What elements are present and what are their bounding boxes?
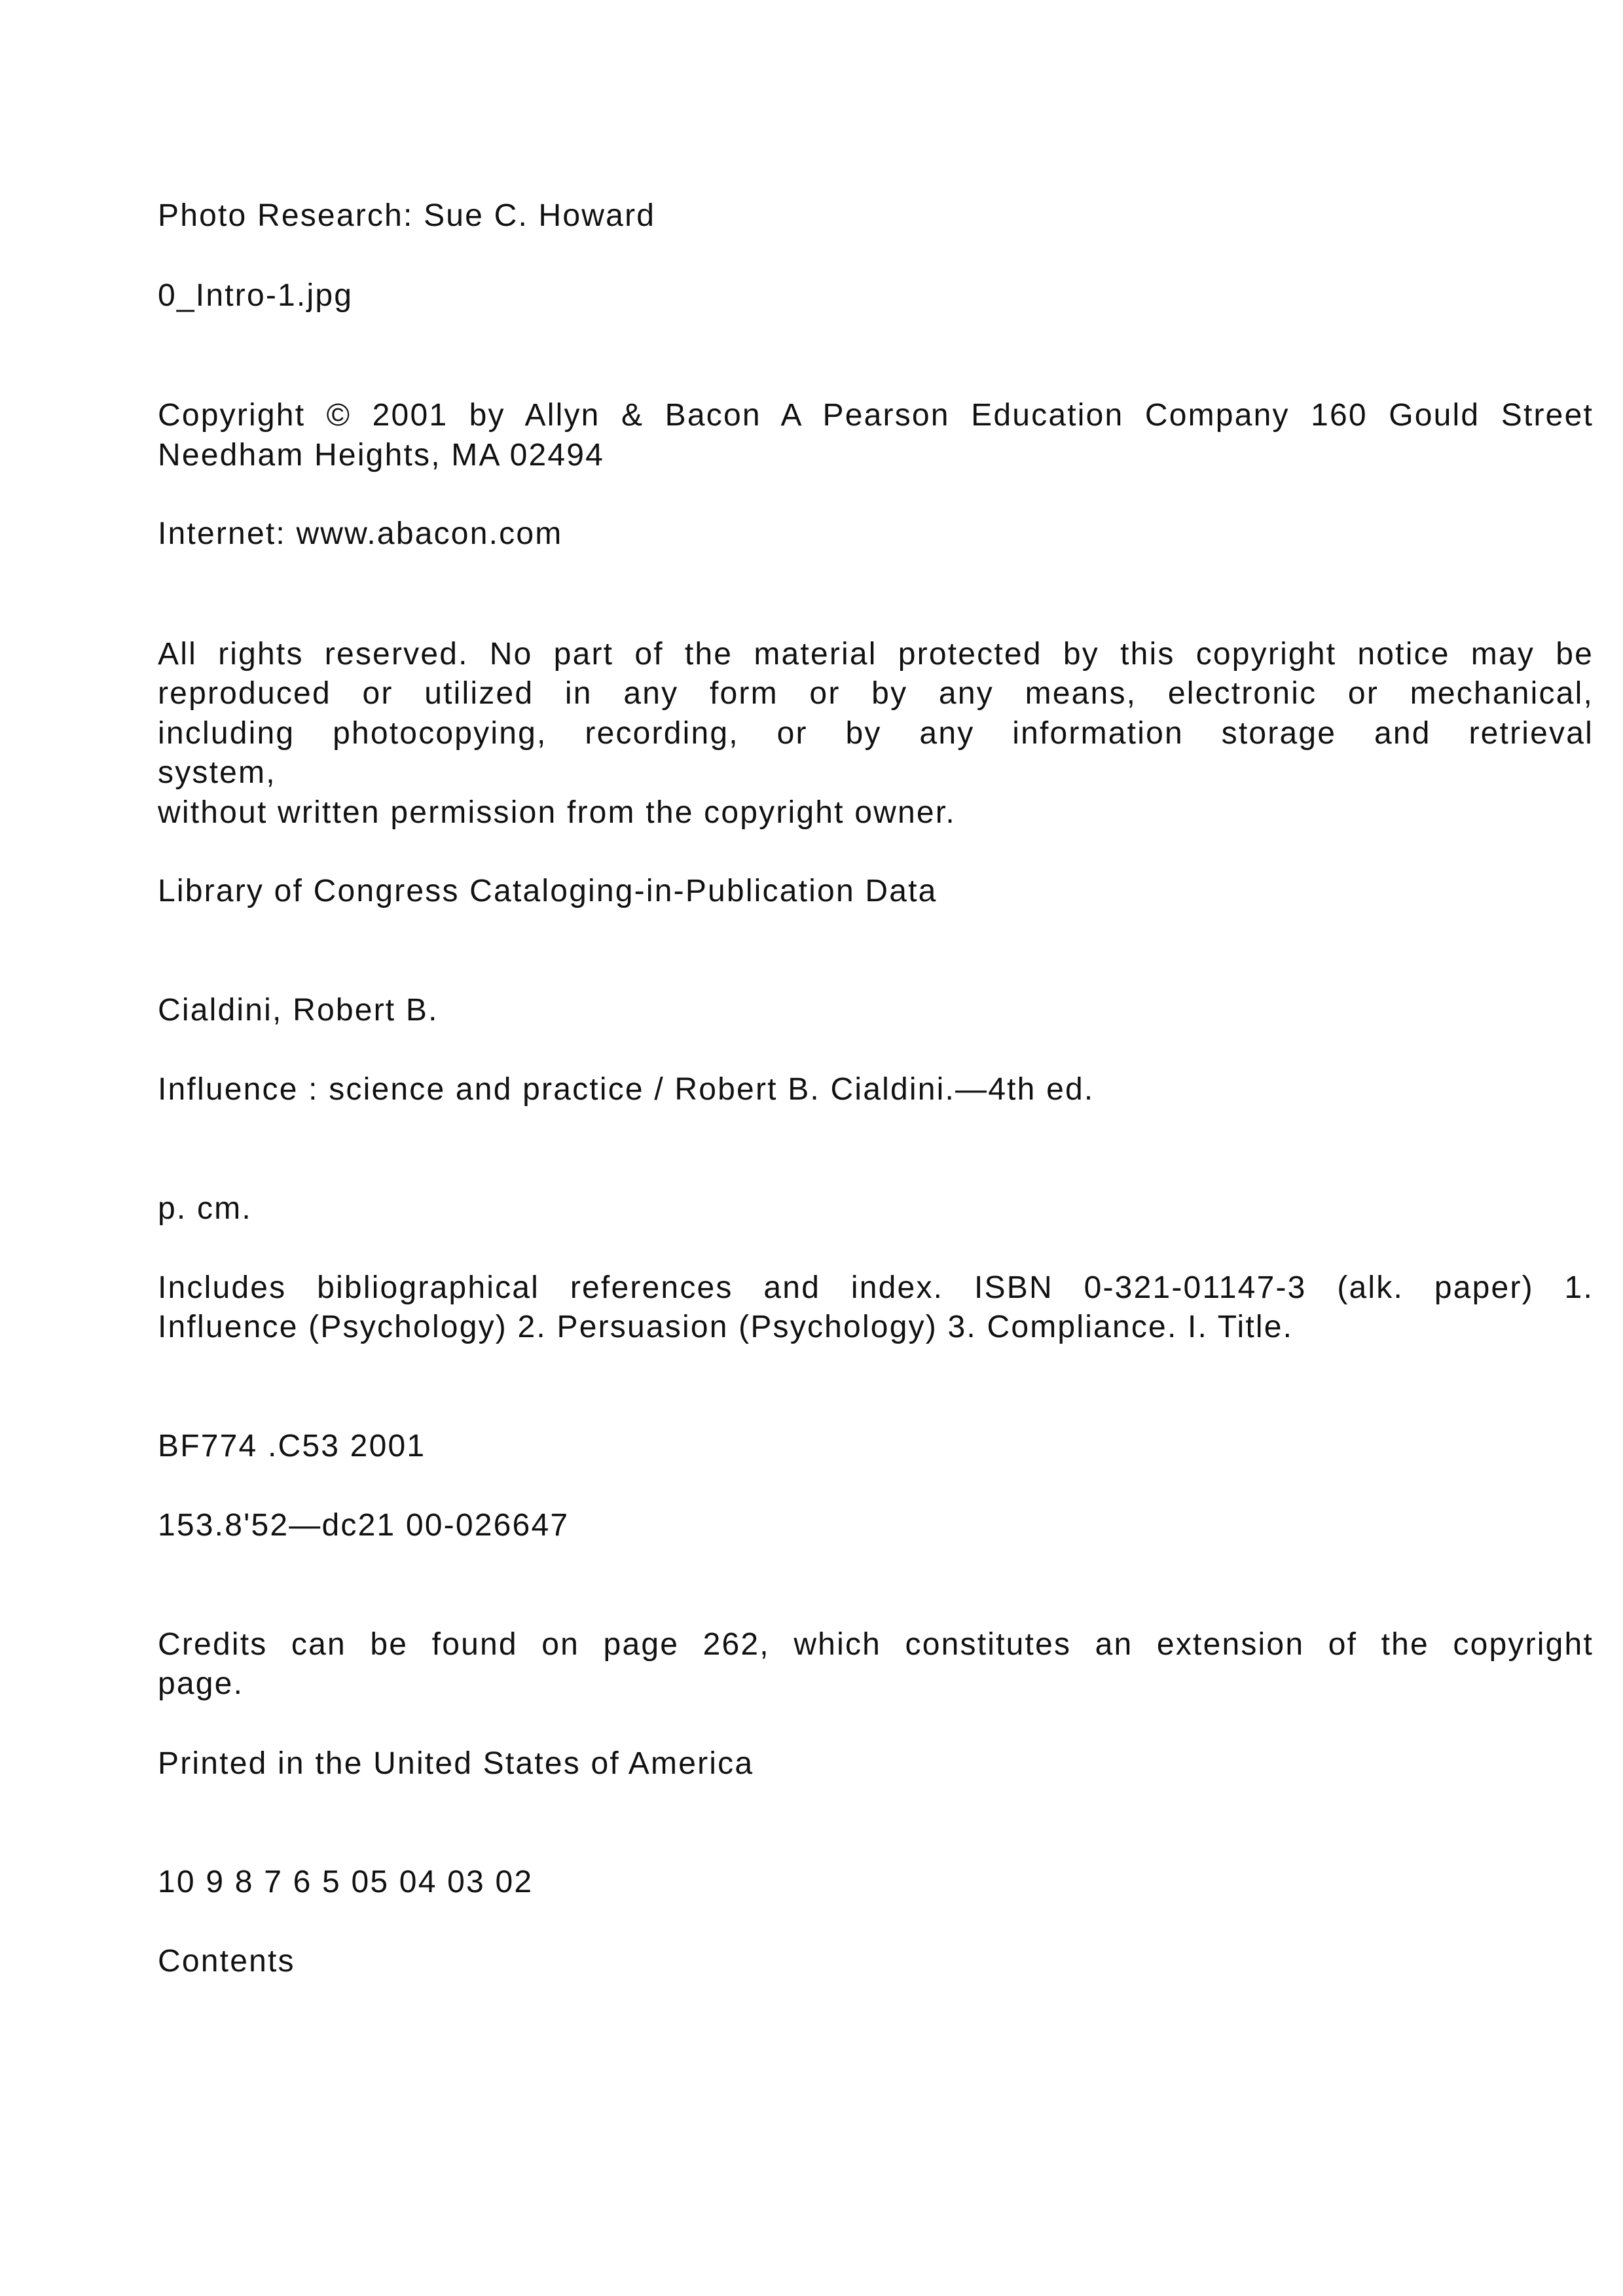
credits-line-1: Credits can be found on page 262, which constitutes an extension of the copyright — [158, 1627, 1594, 1662]
cip-pagination: p. cm. — [158, 1191, 252, 1226]
cip-title: Influence : science and practice / Robert B. Cialdini.—4th ed. — [158, 1072, 1095, 1107]
printed-in: Printed in the United States of America — [158, 1746, 754, 1781]
cip-heading: Library of Congress Cataloging-in-Publication Data — [158, 874, 938, 908]
contents-heading: Contents — [158, 1944, 295, 1979]
credits-line-2: page. — [158, 1666, 244, 1701]
photo-research-credit: Photo Research: Sue C. Howard — [158, 198, 656, 233]
printing-line: 10 9 8 7 6 5 05 04 03 02 — [158, 1865, 534, 1899]
rights-line-2: reproduced or utilized in any form or by any means, electronic or mechanical, — [158, 676, 1594, 711]
cip-notes-line-1: Includes bibliographical references and index. ISBN 0-321-01147-3 (alk. paper) 1. — [158, 1270, 1594, 1305]
cip-author: Cialdini, Robert B. — [158, 993, 439, 1028]
rights-line-5: without written permission from the copyright owner. — [158, 795, 956, 830]
rights-line-4: system, — [158, 755, 276, 790]
image-filename: 0_Intro-1.jpg — [158, 278, 354, 313]
lc-classification: BF774 .C53 2001 — [158, 1429, 426, 1463]
copyright-notice-line-1: Copyright © 2001 by Allyn & Bacon A Pearson Education Company 160 Gould Street — [158, 398, 1594, 433]
internet-address: Internet: www.abacon.com — [158, 516, 563, 551]
dewey-classification: 153.8'52—dc21 00-026647 — [158, 1508, 570, 1543]
copyright-notice-line-2: Needham Heights, MA 02494 — [158, 438, 605, 473]
cip-notes-line-2: Influence (Psychology) 2. Persuasion (Psychology) 3. Compliance. I. Title. — [158, 1310, 1294, 1344]
rights-line-1: All rights reserved. No part of the material protected by this copyright notice may be — [158, 637, 1594, 672]
rights-line-3: including photocopying, recording, or by any information storage and retrieval — [158, 716, 1594, 751]
